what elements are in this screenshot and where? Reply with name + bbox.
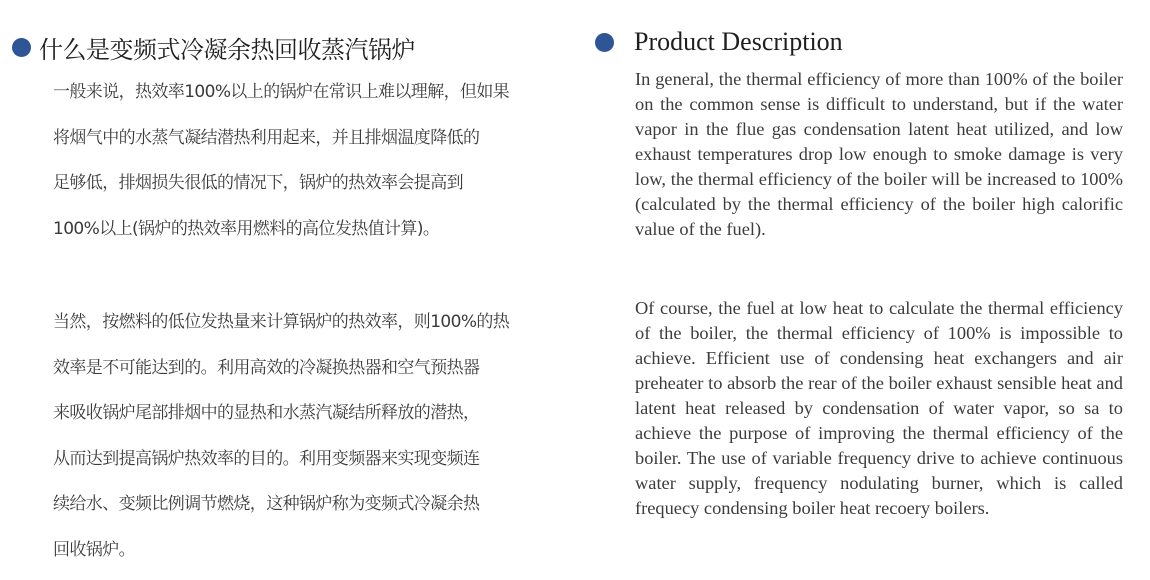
english-heading-text: Product Description bbox=[634, 27, 843, 56]
chinese-paragraph-2 bbox=[53, 300, 543, 573]
bullet-dot-icon bbox=[12, 38, 31, 57]
english-heading bbox=[595, 27, 843, 57]
english-paragraph-1: In general, the thermal efficiency of more than 100% of the boiler on the common sense is difficult to understand, but if the water vapor in the flue gas condensation latent heat utilized, and low exhaust temperatures drop low enough to smoke damage is very low, the thermal efficiency of the boiler will be increased to 100%(calculated by the thermal efficiency of the boiler high calorific value of the fuel). bbox=[635, 69, 1123, 239]
chinese-heading bbox=[12, 30, 415, 65]
chinese-heading-text: 什么是变频式冷凝余热回收蒸汽锅炉 bbox=[39, 36, 415, 64]
bullet-dot-icon bbox=[595, 33, 614, 52]
text-line: 足够低，排烟损失很低的情况下，锅炉的热效率会提高到 bbox=[53, 173, 463, 193]
text-line: 一般来说，热效率100%以上的锅炉在常识上难以理解，但如果 bbox=[53, 82, 510, 102]
text-line: 将烟气中的水蒸气凝结潜热利用起来，并且排烟温度降低的 bbox=[53, 127, 480, 148]
english-paragraph-2: Of course, the fuel at low heat to calculate the thermal efficiency of the boiler, the thermal efficiency of 100% is impossible to achieve. Efficient use of condensing heat exchangers and air preheater to absorb the rear of the boiler exhaust sensible heat and latent heat released by condensation of water vapor, so sa to achieve the purpose of improving the thermal efficiency of the boiler. The use of variable frequency drive to achieve continuous water supply, frequency nodulating burner, which is called frequecy condensing boiler heat recoery boilers. bbox=[635, 298, 1123, 518]
text-line: 从而达到提高锅炉热效率的目的。利用变频器来实现变频连 bbox=[53, 448, 480, 469]
text-line: 回收锅炉。 bbox=[53, 539, 135, 560]
text-line: 效率是不可能达到的。利用高效的冷凝换热器和空气预热器 bbox=[53, 357, 480, 378]
text-line: 当然，按燃料的低位发热量来计算锅炉的热效率，则100%的热 bbox=[53, 312, 510, 332]
text-line: 来吸收锅炉尾部排烟中的显热和水蒸汽凝结所释放的潜热， bbox=[53, 403, 480, 423]
text-line: 续给水、变频比例调节燃烧，这种锅炉称为变频式冷凝余热 bbox=[53, 494, 480, 514]
chinese-paragraph-1 bbox=[53, 70, 543, 252]
text-line: 100%以上(锅炉的热效率用燃料的高位发热值计算)。 bbox=[53, 218, 440, 239]
